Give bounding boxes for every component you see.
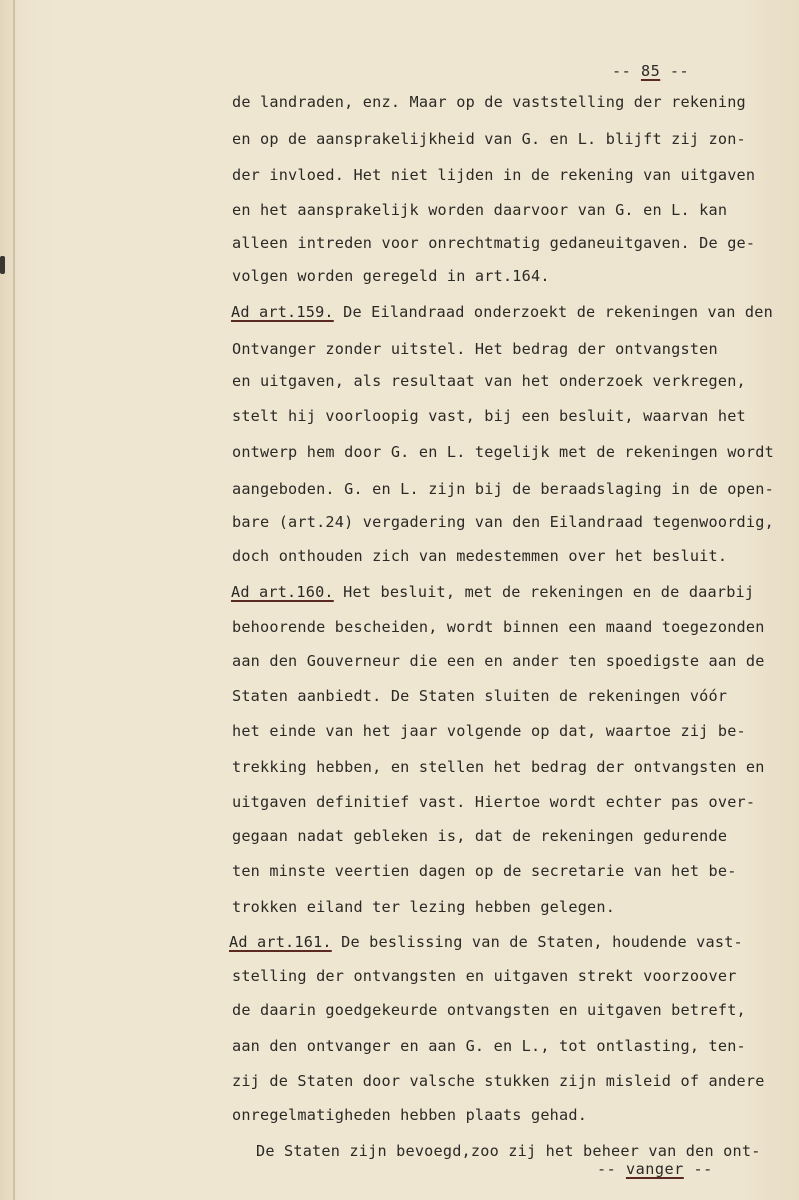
page-number-value: 85 (640, 62, 661, 80)
text-line: gegaan nadat gebleken is, dat de rekeningen gedurende (232, 827, 728, 845)
article-heading: Ad art.159. (231, 303, 334, 321)
text-line: en uitgaven, als resultaat van het onderzoek verkregen, (232, 372, 746, 390)
text-line: De Staten zijn bevoegd,zoo zij het beheer van den ont- (256, 1142, 761, 1160)
text-line: volgen worden geregeld in art.164. (232, 267, 550, 285)
text-line: behoorende bescheiden, wordt binnen een maand toegezonden (232, 618, 765, 636)
section-text: Het besluit, met de rekeningen en de daarbij (333, 583, 755, 601)
section-text: De Eilandraad onderzoekt de rekeningen van den (333, 303, 773, 321)
text-line: uitgaven definitief vast. Hiertoe wordt echter pas over- (232, 793, 756, 811)
article-heading: Ad art.160. (231, 583, 334, 601)
text-line: Staten aanbiedt. De Staten sluiten de rekeningen vóór (232, 687, 728, 705)
section-line (229, 932, 743, 952)
text-line: alleen intreden voor onrechtmatig gedaneuitgaven. De ge- (232, 234, 756, 252)
text-line: onregelmatigheden hebben plaats gehad. (232, 1106, 588, 1124)
section-text: De beslissing van de Staten, houdende vast- (331, 933, 743, 951)
article-heading: Ad art.161. (229, 933, 332, 951)
catchword: -- vanger -- (597, 1160, 713, 1178)
text-line: trekking hebben, en stellen het bedrag der ontvangsten en (232, 758, 765, 776)
text-line: ontwerp hem door G. en L. tegelijk met de rekeningen wordt (232, 443, 774, 461)
text-line: zij de Staten door valsche stukken zijn misleid of andere (232, 1072, 765, 1090)
text-line: doch onthouden zich van medestemmen over het besluit. (232, 547, 728, 565)
binding-edge (13, 0, 15, 1200)
text-line: ten minste veertien dagen op de secretarie van het be- (232, 862, 737, 880)
text-line: stelling der ontvangsten en uitgaven strekt voorzoover (232, 967, 737, 985)
section-line (231, 582, 754, 602)
text-line: der invloed. Het niet lijden in de rekening van uitgaven (232, 166, 756, 184)
text-line: bare (art.24) vergadering van den Eilandraad tegenwoordig, (232, 513, 774, 531)
section-line (231, 302, 773, 322)
binding-mark (0, 256, 5, 274)
page-number: -- 85 -- (612, 62, 690, 80)
text-line: trokken eiland ter lezing hebben gelegen. (232, 898, 616, 916)
text-line: de landraden, enz. Maar op de vaststelling der rekening (232, 93, 746, 111)
text-line: aan den Gouverneur die een en ander ten spoedigste aan de (232, 652, 765, 670)
text-line: en op de aansprakelijkheid van G. en L. blijft zij zon- (232, 130, 746, 148)
text-line: Ontvanger zonder uitstel. Het bedrag der ontvangsten (232, 340, 718, 358)
catchword-value: vanger (625, 1160, 684, 1178)
text-line: de daarin goedgekeurde ontvangsten en uitgaven betreft, (232, 1001, 746, 1019)
text-line: en het aansprakelijk worden daarvoor van G. en L. kan (232, 201, 728, 219)
text-line: het einde van het jaar volgende op dat, waartoe zij be- (232, 722, 746, 740)
text-line: stelt hij voorloopig vast, bij een besluit, waarvan het (232, 407, 746, 425)
text-line: aangeboden. G. en L. zijn bij de beraadslaging in de open- (232, 480, 774, 498)
text-line: aan den ontvanger en aan G. en L., tot ontlasting, ten- (232, 1037, 746, 1055)
